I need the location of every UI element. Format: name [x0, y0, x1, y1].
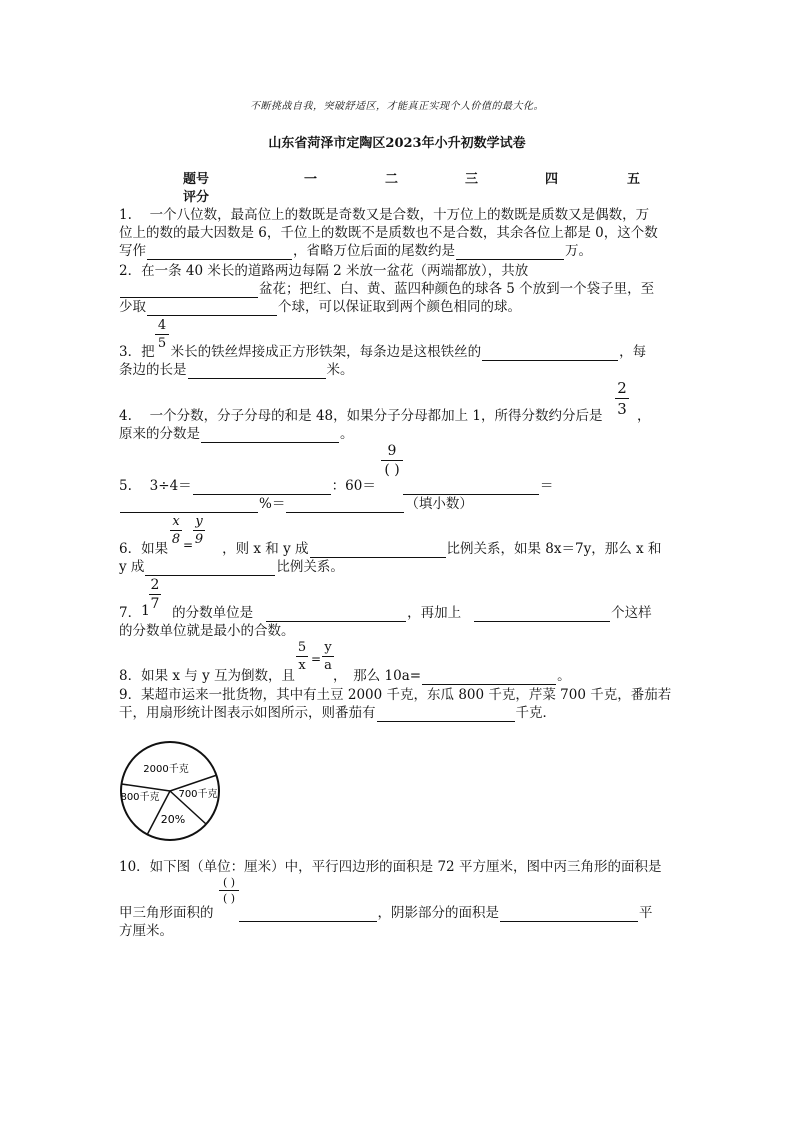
pie-chart	[118, 739, 222, 843]
q10-fraction-bar	[219, 890, 239, 891]
q3-answer-blank-2[interactable]	[188, 364, 326, 379]
q5-text-e: （填小数）	[405, 496, 473, 512]
q4-line1-end: ，	[637, 408, 651, 424]
q6-line1	[119, 540, 661, 558]
q5-text-c: ＝	[539, 478, 554, 494]
q5-line1	[119, 477, 553, 495]
q7-fraction-bar	[149, 594, 161, 595]
q5-answer-blank-3[interactable]	[120, 498, 258, 513]
q2-answer-blank-2[interactable]	[147, 301, 277, 316]
q3-line2	[119, 361, 354, 379]
q6-fraction-bar-1	[170, 530, 182, 531]
q5-text-a: 5. 3÷4＝	[119, 478, 192, 494]
q2-answer-blank-1[interactable]	[120, 283, 258, 298]
q4-fraction-numerator: 2	[617, 379, 627, 397]
q1-text-a: 写作	[119, 243, 146, 259]
q4-fraction	[615, 379, 629, 418]
pie-divider-1	[122, 784, 171, 791]
q9-line2	[119, 704, 556, 722]
q3-fraction-bar	[155, 334, 169, 335]
q6-fraction-9: 9	[194, 532, 204, 547]
q2-line3	[119, 298, 521, 316]
q5-text-d: %＝	[259, 496, 286, 512]
q7-fraction-denominator: 7	[150, 596, 160, 612]
q10-text-b: ，阴影部分的面积是	[377, 905, 499, 921]
q1-answer-blank-2[interactable]	[456, 245, 564, 260]
q6-answer-blank-1[interactable]	[310, 543, 446, 558]
q2-line1: 2．在一条 40 米长的道路两边每隔 2 米放一盆花（两端都放），共放	[119, 263, 529, 279]
q5-answer-blank-1[interactable]	[193, 480, 331, 495]
pie-label-700: 700千克	[178, 789, 218, 800]
page-motto: 不断挑战自我，突破舒适区，才能真正实现个人价值的最大化。	[250, 101, 544, 112]
q8-line1	[119, 667, 571, 685]
score-table-header-label: 题号	[183, 172, 210, 187]
q3-text-a: 3．把	[119, 344, 155, 360]
q3-text-d: 条边的长是	[119, 362, 187, 378]
q1-line3	[119, 242, 592, 260]
q4-answer-blank[interactable]	[201, 428, 339, 443]
q9-text-b: 千克．	[515, 705, 556, 721]
q1-text-b: ，省略万位后面的尾数约是	[293, 243, 455, 259]
q6-text-c: 比例关系，如果 8x＝7y，那么 x 和	[446, 541, 662, 557]
q3-line1	[119, 343, 646, 361]
q4-text-b: 。	[340, 426, 354, 442]
q7-text-b: 的分数单位是	[172, 605, 254, 621]
q7-text-c: ，再加上	[407, 605, 462, 621]
q7-whole-number: 1	[141, 603, 150, 619]
q10-fraction-numerator: ( )	[222, 876, 236, 889]
q6-fraction-x: x	[172, 514, 180, 529]
q1-text-c: 万。	[565, 243, 592, 259]
q7-answer-blank-2[interactable]	[474, 607, 610, 622]
q4-fraction-denominator: 3	[617, 400, 627, 418]
q8-equals: =	[311, 652, 322, 666]
q8-text-b: ， 那么 10a=	[333, 668, 422, 684]
q6-text-a: 6．如果	[119, 541, 169, 557]
q10-fraction	[219, 876, 239, 905]
q3-fraction-numerator: 4	[157, 318, 167, 333]
q10-text-a: 甲三角形面积的	[119, 905, 214, 921]
q6-equals: =	[183, 538, 194, 552]
q1-answer-blank-1[interactable]	[147, 245, 292, 260]
pie-label-20-percent: 20%	[160, 813, 186, 826]
q1-line2: 位上的数的最大因数是 6，千位上的数既不是质数也不是合数，其余各位上都是 0，这个数	[119, 225, 658, 241]
q10-line2	[119, 904, 653, 922]
q6-text-b: ，则 x 和 y 成	[222, 541, 309, 557]
q3-fraction-denominator: 5	[157, 336, 167, 351]
q7-answer-blank-1[interactable]	[266, 607, 406, 622]
score-table-col-1: 一	[304, 172, 318, 187]
q6-text-d: y 成	[119, 559, 145, 575]
q5-fraction	[381, 443, 403, 478]
q3-text-c: ，每	[619, 344, 647, 360]
q4-text-a: 原来的分数是	[119, 426, 200, 442]
q2-text-b: 少取	[119, 299, 146, 315]
pie-label-2000: 2000千克	[143, 764, 189, 775]
q9-text-a: 干，用扇形统计图表示如图所示，则番茄有	[119, 705, 376, 721]
score-table-col-4: 四	[545, 172, 559, 187]
q10-answer-blank-2[interactable]	[500, 907, 638, 922]
q2-text-c: 个球，可以保证取到两个颜色相同的球。	[278, 299, 521, 315]
q6-fraction-y: y	[195, 514, 203, 529]
q6-text-e: 比例关系。	[276, 559, 344, 575]
score-table-col-5: 五	[627, 172, 641, 187]
q2-line2	[119, 280, 654, 298]
q8-answer-blank[interactable]	[422, 670, 556, 685]
score-table-row-label: 评分	[183, 190, 210, 205]
q9-line1: 9．某超市运来一批货物，其中有土豆 2000 千克，东瓜 800 千克，芹菜 700 千克，番茄若	[119, 687, 672, 703]
q7-text-d: 个这样	[611, 605, 652, 621]
q3-text-b: 米长的铁丝焊接成正方形铁架，每条边是这根铁丝的	[170, 344, 482, 360]
q5-text-b: ：60＝	[331, 478, 376, 494]
q5-fraction-bar	[381, 460, 403, 461]
exam-title: 山东省菏泽市定陶区2023年小升初数学试卷	[268, 136, 526, 151]
q10-line3: 方厘米。	[119, 923, 173, 939]
q8-fraction-a: a	[324, 658, 332, 673]
q7-line1	[119, 604, 652, 622]
q8-text-a: 8．如果 x 与 y 互为倒数，且	[119, 668, 295, 684]
q8-fraction-y: y	[324, 640, 332, 655]
q6-fraction-bar-2	[193, 530, 205, 531]
q10-line1: 10．如下图（单位：厘米）中，平行四边形的面积是 72 平方厘米，图中丙三角形的面积是	[119, 859, 662, 875]
q8-fraction-x: x	[298, 658, 306, 673]
q7-line2: 的分数单位就是最小的合数。	[119, 623, 295, 639]
q5-answer-blank-4[interactable]	[286, 498, 404, 513]
q6-fraction-8: 8	[171, 532, 181, 547]
q10-text-c: 平	[639, 905, 653, 921]
q5-fraction-numerator: 9	[387, 443, 397, 459]
q8-text-c: 。	[557, 668, 571, 684]
q6-line2	[119, 558, 344, 576]
q5-answer-blank-2[interactable]	[403, 480, 539, 495]
q2-text-a: 盆花；把红、白、黄、蓝四种颜色的球各 5 个放到一个袋子里，至	[259, 281, 655, 297]
q1-line1: 1. 一个八位数，最高位上的数既是奇数又是合数，十万位上的数既是质数又是偶数，万	[119, 207, 650, 223]
q9-answer-blank[interactable]	[377, 707, 515, 722]
q5-line2	[119, 495, 473, 513]
q7-text-a: 7．	[119, 605, 142, 621]
q10-fraction-denominator: ( )	[222, 892, 236, 905]
q4-fraction-bar	[615, 398, 629, 399]
q8-fraction-5: 5	[297, 640, 307, 655]
q6-answer-blank-2[interactable]	[145, 561, 275, 576]
q3-answer-blank-1[interactable]	[482, 346, 618, 361]
q7-fraction-numerator: 2	[150, 577, 160, 593]
score-table-col-2: 二	[385, 172, 399, 187]
pie-label-800: 800千克	[120, 792, 160, 803]
score-table-col-3: 三	[465, 172, 479, 187]
q8-fraction-bar-2	[322, 656, 334, 657]
q4-line1: 4. 一个分数，分子分母的和是 48，如果分子分母都加上 1，所得分数约分后是	[119, 408, 603, 424]
q3-text-e: 米。	[326, 362, 354, 378]
q8-fraction-bar-1	[296, 656, 308, 657]
q10-answer-blank-1[interactable]	[239, 907, 377, 922]
q5-fraction-denominator: ( )	[384, 462, 400, 478]
q4-line2	[119, 425, 354, 443]
